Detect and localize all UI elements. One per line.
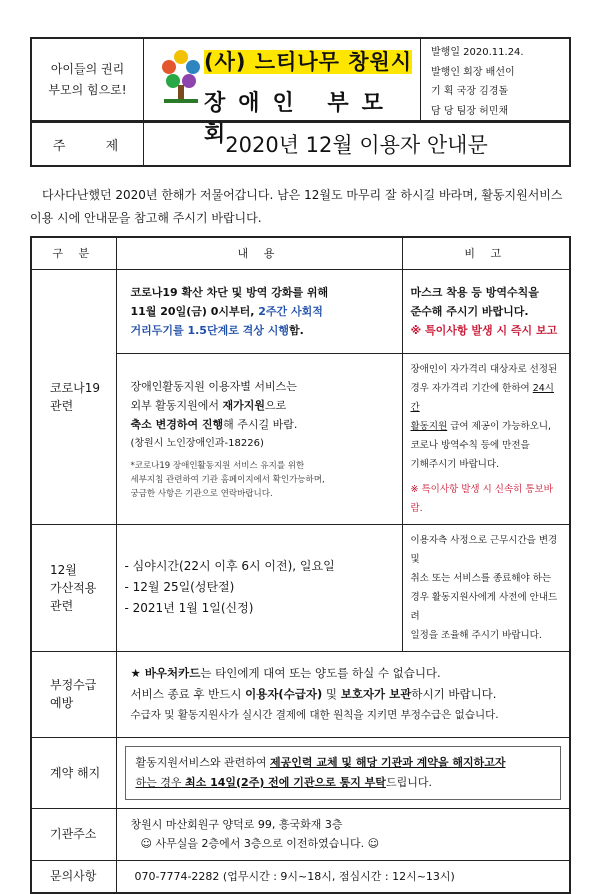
meta-planner: 기 획 국장 김경돌 [431,86,509,97]
motto-line-1: 아이들의 권리 [50,61,125,76]
contract-line2-b: 최소 14일(2주) 전에 기관으로 통지 부탁 [185,775,386,789]
category-fraud-line2: 예방 [50,696,74,710]
covid2-note-c: 24시간 [410,382,554,413]
covid2-note-h: ※ 특이사항 발생 시 신속히 통보바람. [410,483,553,514]
holiday-item-3: - 2021년 1월 1일(신정) [124,601,254,615]
covid2-small-a: *코로나19 장애인활동지원 서비스 유지를 위한 [130,460,305,471]
header-note: 비 고 [402,237,570,269]
contract-content [116,737,570,808]
info-table [30,236,571,894]
document-title: 2020년 12월 이용자 안내문 [225,133,488,157]
fraud-line2-a: 서비스 종료 후 반드시 [130,686,246,701]
meta-staff: 담 당 팀장 허민채 [431,105,509,117]
category-contract: 계약 해지 [31,737,116,808]
covid-note-b: 준수해 주시기 바랍니다. [410,304,529,318]
table-row-fraud [31,651,570,737]
holiday-note-c: 경우 활동지원사에게 사전에 안내드려 [410,591,558,622]
contract-line2-c: 드립니다. [385,775,432,789]
covid-text-d: 거리두기를 1.5단계로 격상 시행 [130,323,289,337]
subject-label: 주 제 [32,123,144,165]
covid-text-a: 코로나19 확산 차단 및 방역 강화를 위해 [130,285,329,299]
contract-box [125,746,562,800]
fraud-line2-d: 보호자가 보관 [340,686,412,701]
fraud-line1-b: 바우처카드 [144,665,201,680]
category-holiday-line1: 12월 [50,562,77,577]
motto-block [32,39,144,120]
category-covid-line2: 관련 [50,398,74,413]
category-address: 기관주소 [31,808,116,860]
covid-note-2 [402,353,570,524]
address-line2: ☺ 사무실을 2층에서 3층으로 이전하였습니다. ☺ [140,837,380,850]
covid-text-c: 2주간 사회적 [258,304,323,318]
category-holiday-line2: 가산적용 [50,580,97,595]
table-row-covid-1 [31,269,570,353]
fraud-content [116,651,570,737]
category-holiday [31,524,116,651]
org-name-line-1: (사) 느티나무 창원시 [204,50,413,74]
fraud-line1-c: 는 타인에게 대여 또는 양도를 하실 수 없습니다. [200,665,441,680]
covid2-note-f: 코로나 방역수칙 등에 만전을 [410,439,530,451]
fraud-line2-c: 및 [322,686,341,701]
covid2-text-c: 재가지원 [222,398,266,412]
category-fraud-line1: 부정수급 [50,678,97,692]
holiday-note-d: 일정을 조율해 주시기 바랍니다. [410,629,542,641]
header-content: 내 용 [116,237,402,269]
covid2-note-a: 장애인이 자가격리 대상자로 선정된 [410,363,558,375]
contract-line2-a: 하는 경우 [135,775,185,789]
meta-publisher: 발행인 회장 배선이 [431,66,515,78]
covid2-small-c: 궁금한 사항은 기관으로 연락바랍니다. [130,488,273,499]
category-covid-line1: 코로나19 [50,380,101,395]
table-row-address [31,808,570,860]
covid2-small-b: 세부지침 관련하여 기관 홈페이지에서 확인가능하며, [130,474,325,485]
publication-meta [421,39,569,120]
category-holiday-line3: 관련 [50,598,74,613]
covid2-text-b: 외부 활동지원에서 [130,398,223,412]
covid2-note-b: 경우 자가격리 기간에 한하여 [410,382,533,394]
category-fraud [31,651,116,737]
intro-paragraph: 다사다난했던 2020년 한해가 저물어갑니다. 남은 12월도 마무리 잘 하시길 바라며, 활동지원서비스 이용 시에 안내문을 참고해 주시기 바랍니다. [30,188,563,225]
category-contact: 문의사항 [31,860,116,893]
tree-logo-icon [158,47,204,107]
fraud-line2-e: 하시기 바랍니다. [411,686,497,701]
contract-line1-b: 제공인력 교체 및 해당 기관과 계약을 해지하고자 [270,755,506,769]
covid-content-2 [116,353,402,524]
covid2-text-e: 축소 변경하여 진행 [130,417,224,431]
covid-note-1 [402,269,570,353]
holiday-item-2: - 12월 25일(성탄절) [124,580,235,594]
holiday-content [116,524,402,651]
contract-line1-a: 활동지원서비스와 관련하여 [135,755,271,769]
star-icon: ★ [130,665,145,680]
covid-note-a: 마스크 착용 등 방역수칙을 [410,285,539,299]
address-content [116,808,570,860]
covid-content-1 [116,269,402,353]
holiday-note-a: 이용자측 사정으로 근무시간을 변경 및 [410,534,558,565]
table-row-holiday [31,524,570,651]
covid2-text-f: 해 주시길 바람. [223,417,298,431]
org-title-block [144,39,421,147]
holiday-note-b: 취소 또는 서비스를 종료해야 하는 [410,572,552,584]
fraud-line2-b: 이용자(수급자) [245,686,323,701]
category-covid [31,269,116,524]
motto-line-2: 부모의 힘으로! [48,82,127,97]
fraud-line3: 수급자 및 활동지원사가 실시간 결제에 대한 원칙을 지키면 부정수급은 없습니다. [130,708,499,721]
subject-row [30,122,571,167]
table-row-contact [31,860,570,893]
holiday-item-1: - 심야시간(22시 이후 6시 이전), 일요일 [124,559,335,573]
holiday-note [402,524,570,651]
header-category: 구 분 [31,237,116,269]
address-line1: 창원시 마산회원구 양덕로 99, 흥국화재 3층 [130,818,343,831]
table-header-row [31,237,570,269]
meta-publish-date: 발행일 2020.11.24. [431,47,524,58]
table-row-contract [31,737,570,808]
org-name-line-2: 장애인 부모회 [204,91,396,147]
covid-text-b: 11월 20일(금) 0시부터, [130,304,259,318]
covid2-note-d: 활동지원 [410,420,448,432]
covid2-text-d: 으로 [265,398,287,412]
covid2-text-g: (창원시 노인장애인과-18226) [130,437,264,449]
contact-content: 070-7774-2282 (업무시간 : 9시~18시, 점심시간 : 12시~13시) [116,860,570,893]
covid2-note-g: 기해주시기 바랍니다. [410,458,500,470]
covid2-note-e: 급여 제공이 가능하오니, [447,420,552,432]
covid-text-e: 함. [289,323,304,337]
covid-note-c: ※ 특이사항 발생 시 즉시 보고 [410,323,558,337]
covid2-text-a: 장애인활동지원 이용자별 서비스는 [130,379,297,393]
